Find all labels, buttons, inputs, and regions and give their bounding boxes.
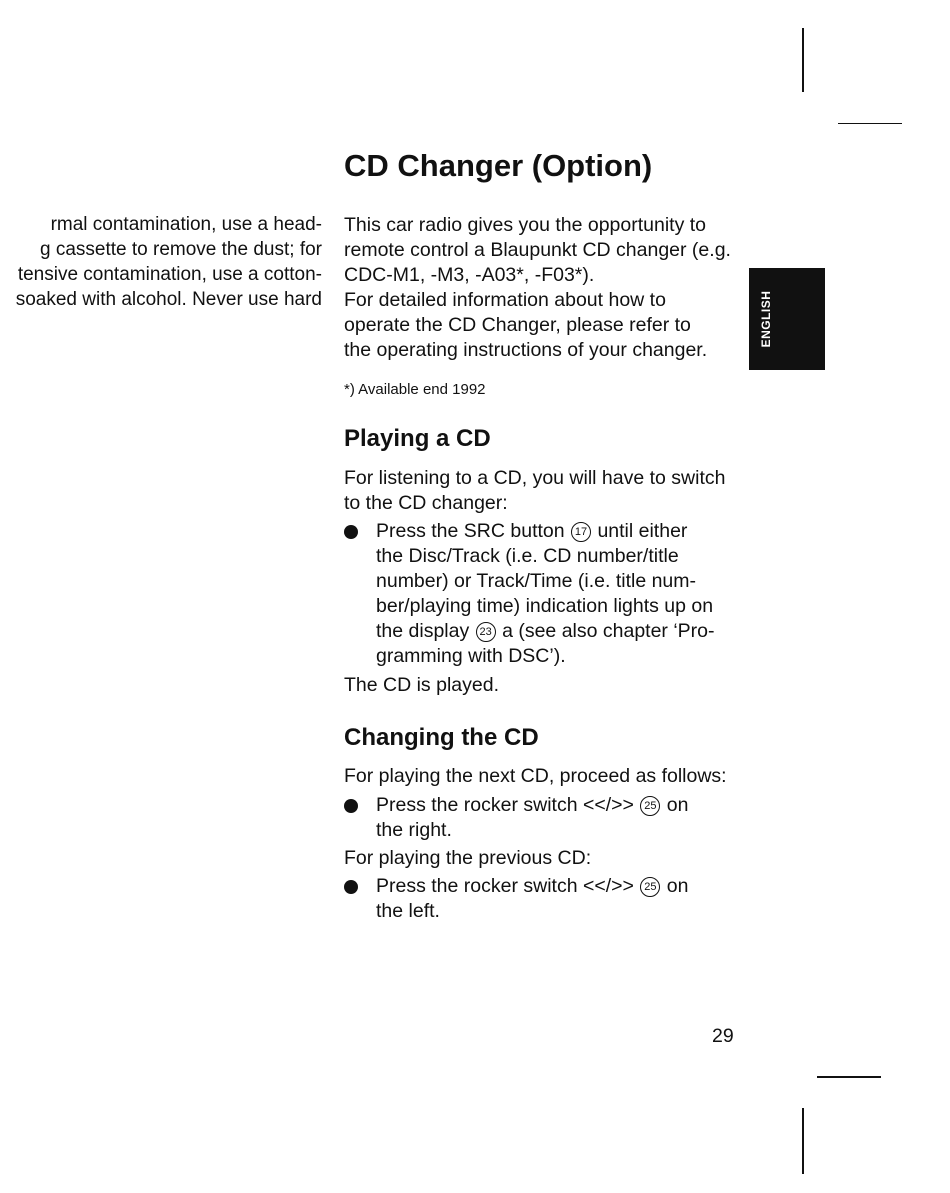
bullet-text: Press the rocker switch <</>>: [376, 794, 634, 816]
callout-number: 25: [640, 877, 660, 897]
bullet-dot: [344, 799, 358, 813]
changing-middle: For playing the previous CD:: [344, 847, 592, 869]
bullet-line: gramming with DSC’).: [376, 645, 566, 667]
section-heading-changing: Changing the CD: [344, 724, 539, 751]
callout-number: 23: [476, 622, 496, 642]
intro-line: This car radio gives you the opportunity to: [344, 214, 707, 236]
intro-line: For detailed information about how to: [344, 289, 666, 311]
intro-paragraph: [344, 213, 739, 363]
intro-line: remote control a Blaupunkt CD changer (e.g.: [344, 239, 731, 261]
bullet-text: on: [666, 875, 689, 897]
bullet-line: the Disc/Track (i.e. CD number/title: [376, 545, 679, 567]
callout-number: 25: [640, 796, 660, 816]
left-column-line-4: soaked with alcohol. Never use hard: [15, 289, 322, 310]
left-column-line-2: g cassette to remove the dust; for: [40, 239, 322, 260]
playing-intro-line: to the CD changer:: [344, 492, 508, 514]
language-tab-label: ENGLISH: [759, 290, 773, 348]
bullet-dot: [344, 525, 358, 539]
footnote: *) Available end 1992: [344, 381, 486, 398]
playing-intro-line: For listening to a CD, you will have to switch: [344, 467, 726, 489]
bullet-text: until either: [597, 520, 688, 542]
bullet-dot: [344, 880, 358, 894]
crop-mark-top-horizontal: [838, 123, 902, 124]
playing-intro: [344, 466, 739, 516]
changing-bullet-1: [376, 793, 746, 843]
bullet-text: the display: [376, 620, 470, 642]
crop-mark-top-vertical: [802, 28, 804, 92]
callout-number: 17: [571, 522, 591, 542]
section-heading-playing: Playing a CD: [344, 425, 491, 452]
changing-intro: For playing the next CD, proceed as follows:: [344, 765, 727, 787]
intro-line: operate the CD Changer, please refer to: [344, 314, 691, 336]
crop-mark-bottom-horizontal: [817, 1076, 881, 1078]
bullet-line: ber/playing time) indication lights up on: [376, 595, 714, 617]
bullet-line: [376, 874, 746, 899]
crop-mark-bottom-vertical: [802, 1108, 804, 1174]
playing-bullet-text: [376, 519, 746, 669]
bullet-text: on: [666, 794, 689, 816]
intro-line: CDC-M1, -M3, -A03*, -F03*).: [344, 264, 595, 286]
bullet-line: [376, 519, 746, 544]
page-title: CD Changer (Option): [344, 148, 653, 183]
bullet-text: Press the SRC button: [376, 520, 565, 542]
bullet-line: the right.: [376, 819, 452, 841]
bullet-line: [376, 619, 746, 644]
left-column-line-3: tensive contamination, use a cotton-: [17, 264, 322, 285]
left-column-line-1: rmal contamination, use a head-: [50, 214, 322, 235]
bullet-text: Press the rocker switch <</>>: [376, 875, 634, 897]
bullet-line: number) or Track/Time (i.e. title num-: [376, 570, 697, 592]
bullet-line: [376, 793, 746, 818]
bullet-text: a (see also chapter ‘Pro-: [502, 620, 715, 642]
changing-bullet-2: [376, 874, 746, 924]
playing-result: The CD is played.: [344, 674, 499, 696]
bullet-line: the left.: [376, 900, 440, 922]
intro-line: the operating instructions of your changer.: [344, 339, 708, 361]
page-number: 29: [712, 1025, 734, 1047]
